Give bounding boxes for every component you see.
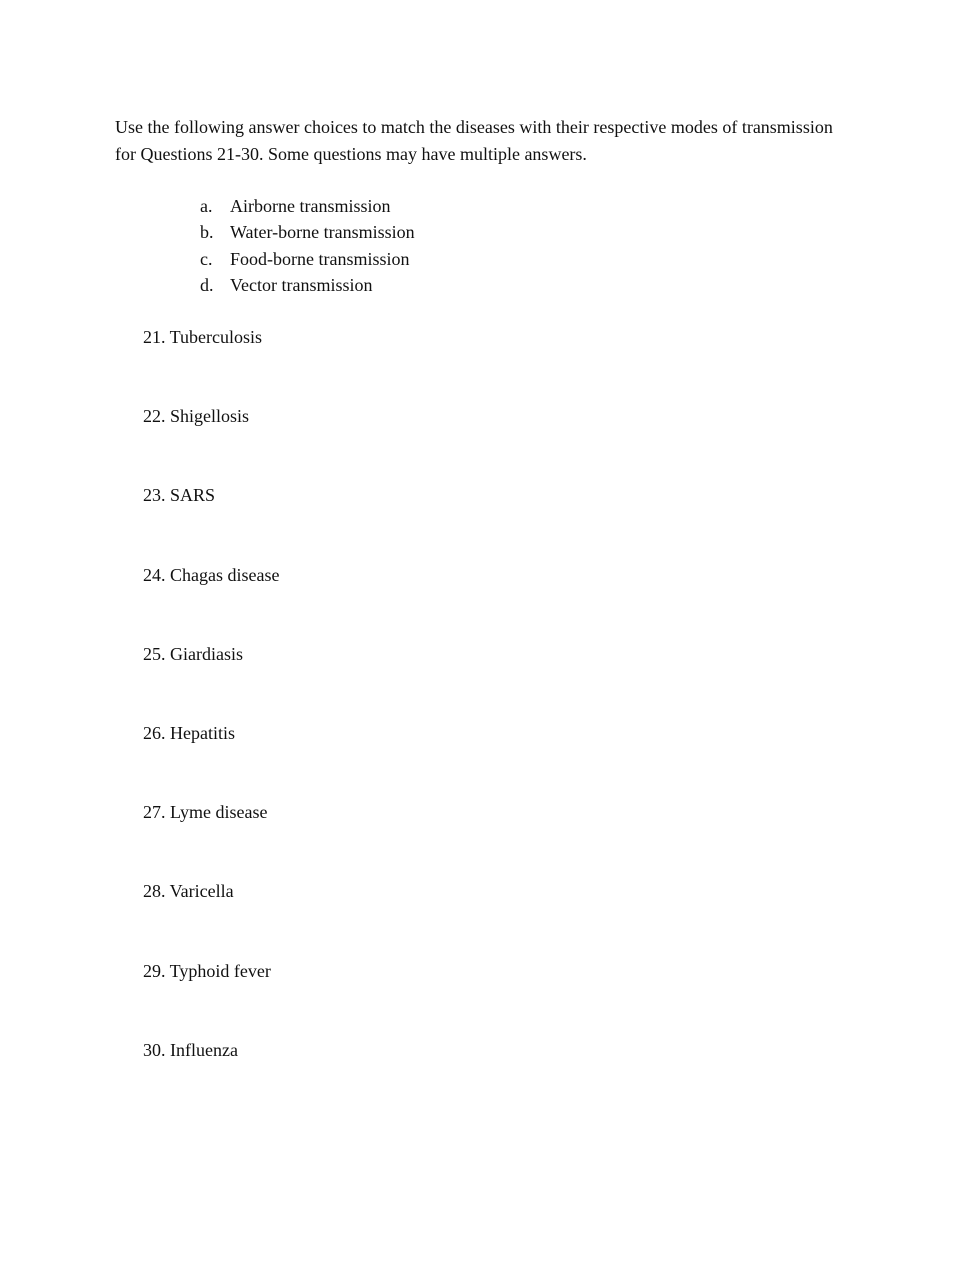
answer-choice-d xyxy=(200,272,415,298)
question-22: 22. Shigellosis xyxy=(143,406,250,427)
choice-text: Food-borne transmission xyxy=(230,248,410,269)
question-27: 27. Lyme disease xyxy=(143,802,268,823)
question-24: 24. Chagas disease xyxy=(143,564,280,585)
choice-text: Vector transmission xyxy=(230,274,373,295)
choice-letter: c. xyxy=(200,248,213,269)
answer-choice-c xyxy=(200,246,415,272)
questions-list xyxy=(143,324,279,1116)
answer-choice-a xyxy=(200,193,415,219)
choice-letter: a. xyxy=(200,196,213,216)
question-28: 28. Varicella xyxy=(143,881,234,902)
answer-choice-b xyxy=(200,219,415,245)
choice-text: Water-borne transmission xyxy=(230,222,415,243)
question-26: 26. Hepatitis xyxy=(143,722,235,743)
question-25: 25. Giardiasis xyxy=(143,643,243,664)
choice-letter: d. xyxy=(200,274,214,295)
question-29: 29. Typhoid fever xyxy=(143,960,271,981)
instructions-paragraph: Use the following answer choices to match the diseases with their respective modes of transmission for Questions 21-30. Some questions may have multiple answers. xyxy=(115,117,833,164)
choice-text: Airborne transmission xyxy=(230,196,391,216)
question-30: 30. Influenza xyxy=(143,1039,238,1060)
question-21: 21. Tuberculosis xyxy=(143,327,263,347)
answer-choices-list xyxy=(200,193,415,298)
choice-letter: b. xyxy=(200,222,214,243)
question-23: 23. SARS xyxy=(143,485,216,506)
